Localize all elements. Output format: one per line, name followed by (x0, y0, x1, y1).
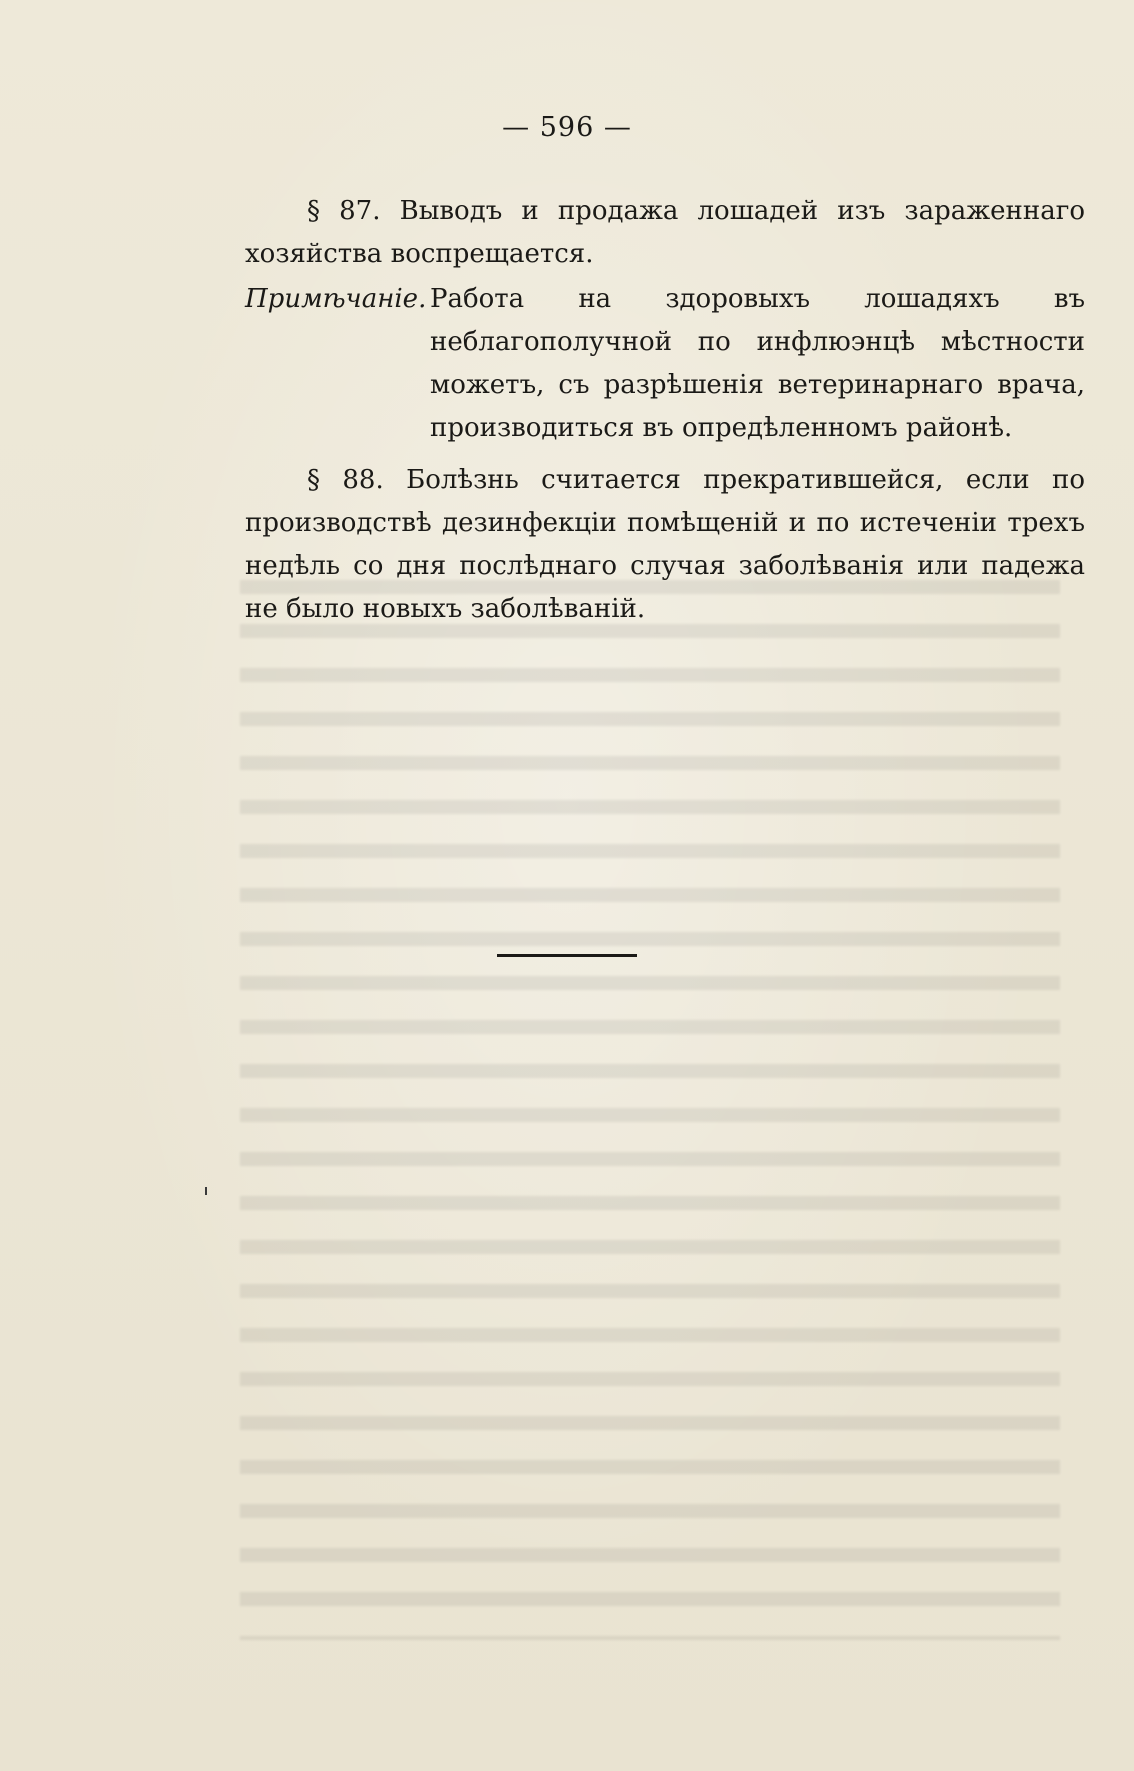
paragraph-88: § 88. Болѣзнь считается прекратившейся, если по производствѣ дезинфекціи помѣщеній и по истеченіи трехъ недѣль со дня послѣднаго случая заболѣванія или падежа не было новыхъ заболѣваній. (245, 465, 1085, 624)
note-text: Работа на здоровыхъ лошадяхъ въ неблагополучной по инфлюэнцѣ мѣстности можетъ, съ разрѣшенія ветеринарнаго врача, производиться въ опредѣленномъ районѣ. (430, 284, 1085, 443)
paragraph-87: § 87. Выводъ и продажа лошадей изъ зараженнаго хозяйства воспрещается. (245, 196, 1085, 269)
page-number: — 596 — (502, 112, 632, 143)
section-divider (497, 954, 637, 957)
ink-speck (205, 1187, 207, 1195)
bleed-through-texture (240, 580, 1060, 1640)
note-block (245, 278, 1085, 450)
note-label: Примѣчаніе. (245, 284, 427, 314)
